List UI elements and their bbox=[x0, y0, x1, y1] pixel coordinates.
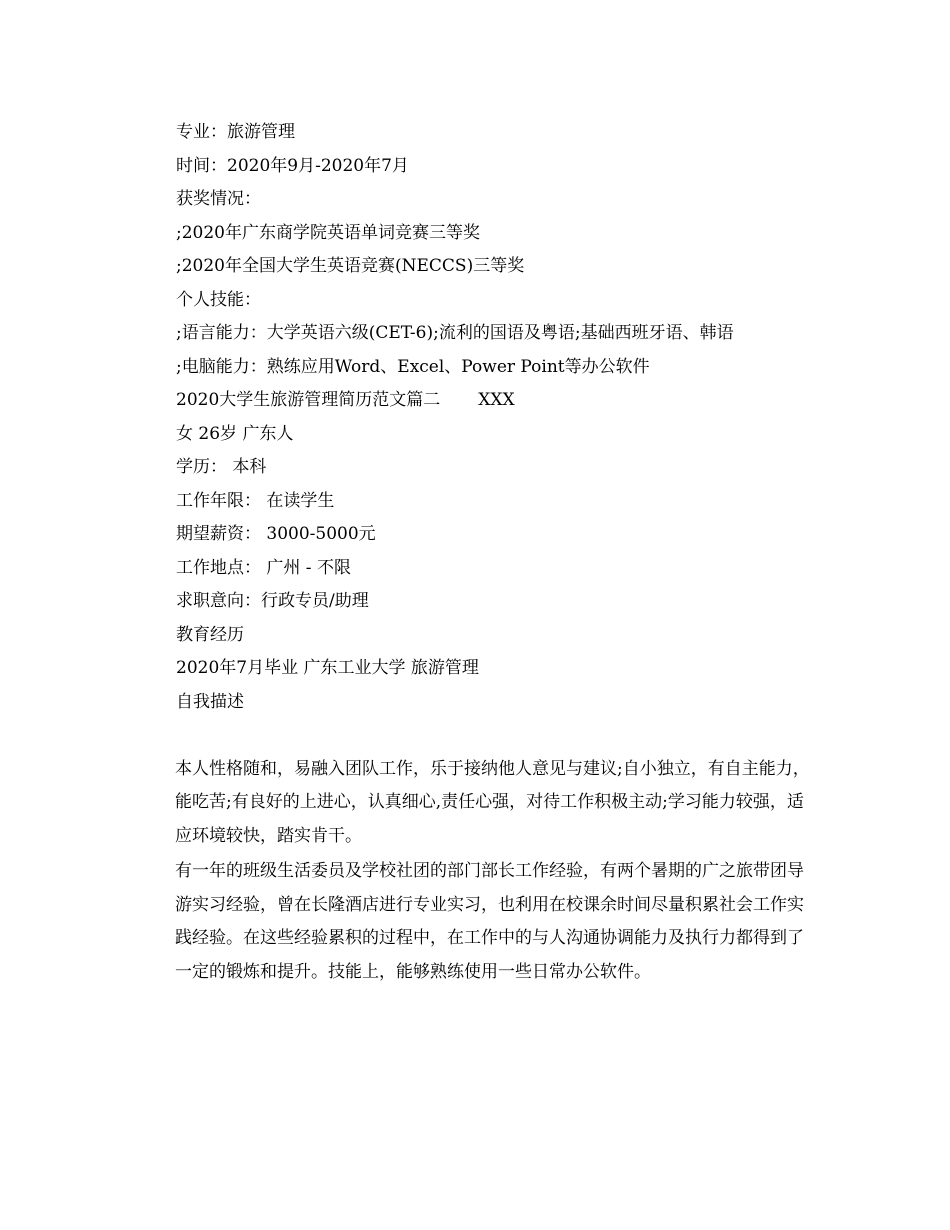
job-intention-line: 求职意向：行政专员/助理 bbox=[176, 591, 369, 611]
education-entry: 2020年7月毕业 广东工业大学 旅游管理 bbox=[176, 658, 479, 678]
resume-title: 2020大学生旅游管理简历范文篇二 bbox=[176, 390, 441, 410]
skill-computer: ;电脑能力：熟练应用Word、Excel、Power Point等办公软件 bbox=[176, 356, 650, 377]
education-level-line: 学历： 本科 bbox=[176, 457, 267, 477]
self-description-heading: 自我描述 bbox=[176, 691, 244, 712]
education-heading: 教育经历 bbox=[176, 624, 244, 645]
award-item-2: ;2020年全国大学生英语竞赛(NECCS)三等奖 bbox=[176, 256, 525, 276]
self-description-paragraph-1 bbox=[175, 719, 817, 853]
skills-heading: 个人技能： bbox=[176, 289, 261, 310]
awards-heading: 获奖情况： bbox=[176, 189, 261, 209]
major-line: 专业：旅游管理 bbox=[176, 122, 295, 142]
work-years-line: 工作年限： 在读学生 bbox=[176, 490, 335, 511]
resume-name: XXX bbox=[478, 390, 515, 410]
self-description-paragraph-2 bbox=[175, 855, 817, 989]
paragraph-1-text: 本人性格随和，易融入团队工作，乐于接纳他人意见与建议;自小独立，有自主能力，能吃苦;有良好的上进心，认真细心,责任心强，对待工作积极主动;学习能力较强，适应环境较快，踏实肯干。 bbox=[175, 758, 810, 846]
resume-title-line bbox=[176, 384, 816, 418]
expected-salary-line: 期望薪资： 3000-5000元 bbox=[176, 524, 376, 544]
award-item-1: ;2020年广东商学院英语单词竞赛三等奖 bbox=[176, 222, 480, 243]
basic-info-line: 女 26岁 广东人 bbox=[176, 423, 294, 444]
work-location-line: 工作地点： 广州 - 不限 bbox=[176, 557, 351, 578]
paragraph-2-text: 有一年的班级生活委员及学校社团的部门部长工作经验，有两个暑期的广之旅带团导游实习经验，曾在长隆酒店进行专业实习，也利用在校课余时间尽量积累社会工作实践经验。在这些经验累积的过程中，在工作中的与人沟通协调能力及执行力都得到了一定的锻炼和提升。技能上，能够熟练使用一些日常办公软件。 bbox=[175, 861, 804, 982]
skill-language: ;语言能力：大学英语六级(CET-6);流利的国语及粤语;基础西班牙语、韩语 bbox=[176, 323, 734, 343]
resume-content bbox=[176, 116, 816, 991]
time-line: 时间：2020年9月-2020年7月 bbox=[176, 155, 409, 176]
